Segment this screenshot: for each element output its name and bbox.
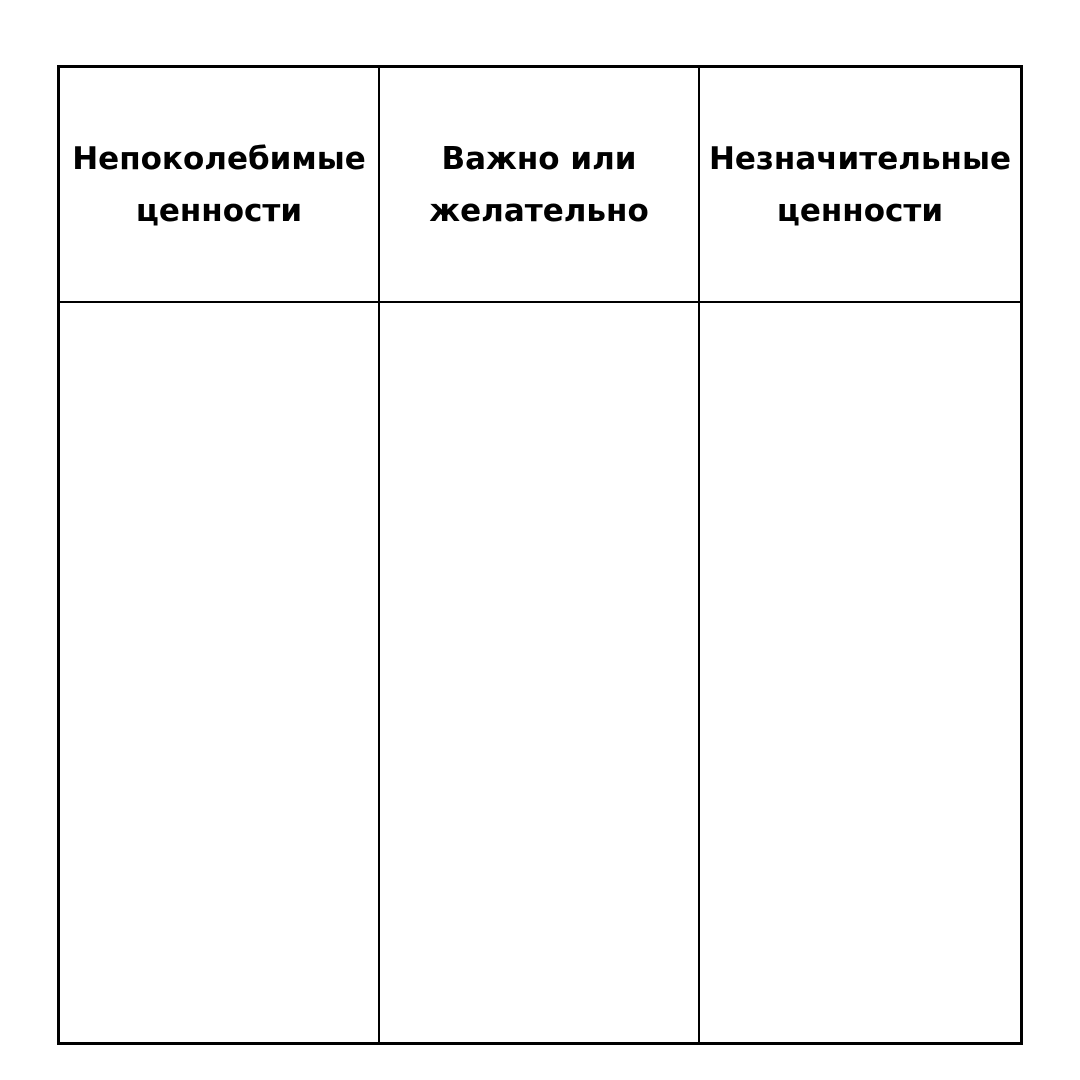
header-important-or-desirable (380, 68, 700, 303)
header-line-2: желательно (429, 192, 649, 229)
header-label (709, 133, 1011, 237)
column-2-entry-area[interactable] (380, 303, 700, 1042)
header-line-1: Важно или (441, 140, 637, 177)
header-unshakable-values (60, 68, 380, 303)
column-3-entry-area[interactable] (700, 303, 1020, 1042)
header-line-2: ценности (135, 192, 303, 229)
header-line-1: Непоколебимые (72, 140, 366, 177)
header-label (429, 133, 649, 237)
column-1-entry-area[interactable] (60, 303, 380, 1042)
header-label (72, 133, 366, 237)
header-line-1: Незначительные (708, 140, 1012, 177)
values-table (57, 65, 1023, 1045)
header-insignificant-values (700, 68, 1020, 303)
header-line-2: ценности (776, 192, 944, 229)
